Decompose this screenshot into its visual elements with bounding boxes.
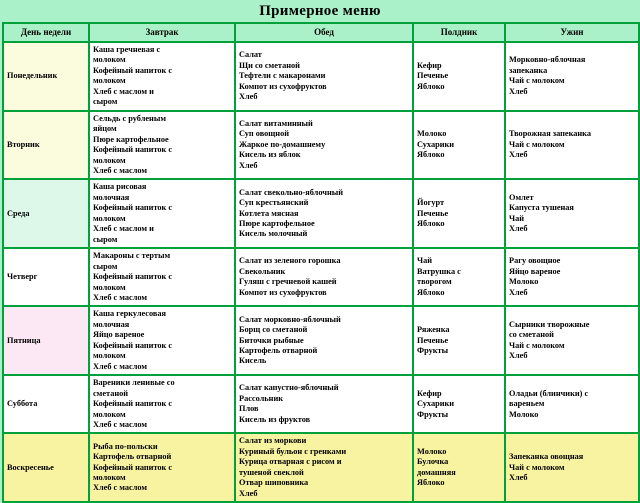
dish-line: сыром <box>93 261 118 271</box>
dish-line: Каша геркулесовая <box>93 309 167 319</box>
dish-line: Компот из сухофруктов <box>239 81 327 91</box>
dish-list <box>509 55 635 97</box>
dish-line: Кефир <box>417 388 442 398</box>
dish-list <box>93 378 231 430</box>
dish-line: Творожная запеканка <box>509 129 591 139</box>
dish-line: Хлеб <box>239 488 258 498</box>
column-header-breakfast: Завтрак <box>89 23 235 42</box>
dish-line: молоком <box>93 282 126 292</box>
dish-line: Кофейный напиток с <box>93 203 173 213</box>
dish-line: Хлеб <box>509 224 528 234</box>
dish-line: Хлеб <box>509 351 528 361</box>
column-header-lunch: Обед <box>235 23 413 42</box>
dish-list <box>417 389 501 420</box>
day-cell: Среда <box>3 179 89 248</box>
dish-list <box>239 50 409 102</box>
column-header-day: День недели <box>3 23 89 42</box>
dish-line: Хлеб с маслом <box>93 419 148 429</box>
dish-line: молоком <box>93 409 126 419</box>
weekly-menu-table <box>2 22 640 503</box>
dish-list <box>93 45 231 108</box>
dish-line: Свекольник <box>239 266 286 276</box>
dish-list <box>509 320 635 362</box>
dish-line: Сельдь с рубленым <box>93 113 166 123</box>
dish-line: Чай с молоком <box>509 76 565 86</box>
dish-line: Борщ со сметаной <box>239 325 308 335</box>
dish-line: Гуляш с гречневой кашей <box>239 277 337 287</box>
dish-list <box>93 309 231 372</box>
dish-list <box>239 256 409 298</box>
dish-list <box>417 447 501 489</box>
dish-line: Салат свекольно-яблочный <box>239 187 343 197</box>
page-title: Примерное меню <box>0 0 640 22</box>
table-row <box>3 433 639 502</box>
dish-line: Яйцо вареное <box>93 330 145 340</box>
dish-line: Салат из зеленого горошка <box>239 256 341 266</box>
dish-line: Хлеб <box>239 160 258 170</box>
table-row <box>3 248 639 306</box>
dish-line: Яблоко <box>417 150 445 160</box>
snack-cell <box>413 248 505 306</box>
dish-line: Каша гречневая с <box>93 45 161 54</box>
dish-list <box>509 193 635 235</box>
dish-line: вареньем <box>509 399 545 409</box>
dish-line: Кофейный напиток с <box>93 399 173 409</box>
dish-line: Кисель из яблок <box>239 150 301 160</box>
dish-line: Каша рисовая <box>93 182 147 192</box>
header-row <box>3 23 639 42</box>
dish-line: Яблоко <box>417 287 445 297</box>
dish-line: Картофель отварной <box>239 346 318 355</box>
dish-line: творогом <box>417 277 452 287</box>
dish-line: Хлеб <box>509 472 528 482</box>
dish-line: Рагу овощное <box>509 256 561 266</box>
dish-line: со сметаной <box>509 330 554 340</box>
dish-line: запеканка <box>509 65 548 75</box>
dish-line: Суп овощной <box>239 129 290 139</box>
dish-line: Чай с молоком <box>509 340 565 350</box>
dish-line: Яблоко <box>417 478 445 488</box>
dish-line: Чай с молоком <box>509 462 565 472</box>
day-cell: Пятница <box>3 306 89 375</box>
dish-line: Печенье <box>417 208 449 218</box>
dish-line: молоком <box>93 76 126 86</box>
dish-list <box>509 256 635 298</box>
day-cell: Вторник <box>3 111 89 180</box>
dish-line: Хлеб <box>239 92 258 102</box>
dish-list <box>417 198 501 229</box>
dish-line: Сырники творожные <box>509 319 590 329</box>
table-row <box>3 306 639 375</box>
dish-line: Кисель из фруктов <box>239 414 311 424</box>
snack-cell <box>413 306 505 375</box>
dish-line: Кофейный напиток с <box>93 462 173 472</box>
dish-line: сыром <box>93 234 118 244</box>
dish-list <box>239 383 409 425</box>
dish-list <box>417 61 501 92</box>
lunch-cell <box>235 306 413 375</box>
dish-list <box>509 129 635 160</box>
dish-line: Кофейный напиток с <box>93 272 173 282</box>
dinner-cell <box>505 179 639 248</box>
snack-cell <box>413 433 505 502</box>
dish-line: Молоко <box>417 446 447 456</box>
dish-list <box>239 315 409 367</box>
dish-line: Вареники ленивые со <box>93 378 175 388</box>
dish-line: Хлеб <box>509 287 528 297</box>
dish-line: Оладьи (блинчики) с <box>509 388 589 398</box>
day-cell: Суббота <box>3 375 89 433</box>
dish-line: Хлеб с маслом <box>93 483 148 493</box>
day-cell: Четверг <box>3 248 89 306</box>
dish-line: Салат <box>239 50 262 60</box>
column-header-dinner: Ужин <box>505 23 639 42</box>
dish-line: Кефир <box>417 60 442 70</box>
breakfast-cell <box>89 179 235 248</box>
breakfast-cell <box>89 248 235 306</box>
column-header-snack: Полдник <box>413 23 505 42</box>
dish-line: Чай с молоком <box>509 139 565 149</box>
dish-line: Хлеб <box>509 150 528 160</box>
dinner-cell <box>505 433 639 502</box>
dish-line: Кисель <box>239 356 267 366</box>
dish-line: Рассольник <box>239 393 284 403</box>
lunch-cell <box>235 375 413 433</box>
dish-line: Пюре картофельное <box>239 219 315 229</box>
dish-line: Хлеб с маслом <box>93 165 148 175</box>
dish-line: молоком <box>93 472 126 482</box>
dish-line: Пюре картофельное <box>93 134 169 144</box>
dish-line: Салат морковно-яблочный <box>239 314 341 324</box>
dish-line: Сухарики <box>417 399 455 409</box>
dish-line: Картофель отварной <box>93 452 172 462</box>
dish-line: Яблоко <box>417 219 445 229</box>
dish-list <box>93 114 231 177</box>
dish-line: Курица отварная с рисом и <box>239 457 342 467</box>
lunch-cell <box>235 42 413 111</box>
dish-line: молочная <box>93 319 130 329</box>
dish-line: Макароны с тертым <box>93 251 171 261</box>
dish-line: Кофейный напиток с <box>93 145 173 155</box>
dish-line: Молоко <box>417 129 447 139</box>
dish-line: Ватрушка с <box>417 266 461 276</box>
day-cell: Воскресенье <box>3 433 89 502</box>
lunch-cell <box>235 179 413 248</box>
dish-line: Печенье <box>417 335 449 345</box>
dish-line: Булочка <box>417 457 449 467</box>
snack-cell <box>413 179 505 248</box>
dish-line: Салат из моркови <box>239 436 307 446</box>
dish-line: Кофейный напиток с <box>93 65 173 75</box>
dish-line: Печенье <box>417 71 449 81</box>
dish-line: Яйцо вареное <box>509 266 561 276</box>
table-row <box>3 375 639 433</box>
dish-list <box>417 256 501 298</box>
dish-list <box>509 389 635 420</box>
dish-list <box>93 442 231 494</box>
dish-line: Хлеб с маслом <box>93 292 148 302</box>
dish-line: Хлеб с маслом <box>93 361 148 371</box>
dish-line: Хлеб <box>509 86 528 96</box>
dish-line: сыром <box>93 97 118 107</box>
dish-line: Капуста тушеная <box>509 203 574 213</box>
dish-line: Хлеб с маслом и <box>93 224 154 234</box>
table-row <box>3 179 639 248</box>
dish-line: Молоко <box>509 277 539 287</box>
dish-line: Фрукты <box>417 409 449 419</box>
dish-line: Запеканка овощная <box>509 452 584 462</box>
dish-line: молоком <box>93 55 126 65</box>
dish-line: Жаркое по-домашнему <box>239 139 326 149</box>
snack-cell <box>413 375 505 433</box>
dish-list <box>93 182 231 245</box>
dish-line: Плов <box>239 404 259 414</box>
dish-line: Кофейный напиток с <box>93 340 173 350</box>
dish-line: Йогурт <box>417 198 445 208</box>
breakfast-cell <box>89 433 235 502</box>
snack-cell <box>413 42 505 111</box>
snack-cell <box>413 111 505 180</box>
dish-line: Биточки рыбные <box>239 335 304 345</box>
breakfast-cell <box>89 42 235 111</box>
dish-line: Ряженка <box>417 325 450 335</box>
dish-list <box>417 325 501 356</box>
dish-list <box>509 452 635 483</box>
dish-line: Отвар шиповника <box>239 478 309 488</box>
dish-list <box>239 119 409 171</box>
dinner-cell <box>505 111 639 180</box>
dish-line: Салат капустно-яблочный <box>239 383 339 393</box>
dish-line: Куриный бульон с гренками <box>239 446 347 456</box>
lunch-cell <box>235 433 413 502</box>
dish-line: Чай <box>417 256 433 266</box>
dish-line: Щи со сметаной <box>239 60 300 70</box>
breakfast-cell <box>89 111 235 180</box>
dish-list <box>417 129 501 160</box>
dinner-cell <box>505 42 639 111</box>
dish-line: тушеной свеклой <box>239 467 304 477</box>
dish-line: Сухарики <box>417 139 455 149</box>
dish-line: Компот из сухофруктов <box>239 287 327 297</box>
dish-line: Суп крестьянский <box>239 198 309 208</box>
dish-line: яйцом <box>93 124 117 134</box>
table-row <box>3 111 639 180</box>
lunch-cell <box>235 248 413 306</box>
table-header <box>3 23 639 42</box>
dish-line: Морковно-яблочная <box>509 55 586 65</box>
dish-line: Фрукты <box>417 346 449 355</box>
dish-line: Яблоко <box>417 81 445 91</box>
lunch-cell <box>235 111 413 180</box>
dish-list <box>239 436 409 499</box>
dish-line: Молоко <box>509 409 539 419</box>
dish-line: молоком <box>93 213 126 223</box>
dish-line: Кисель молочный <box>239 229 308 239</box>
breakfast-cell <box>89 375 235 433</box>
dinner-cell <box>505 248 639 306</box>
day-cell: Понедельник <box>3 42 89 111</box>
dish-line: Омлет <box>509 192 534 202</box>
dish-line: Салат витаминный <box>239 118 313 128</box>
table-body <box>3 42 639 502</box>
dinner-cell <box>505 375 639 433</box>
dish-line: Хлеб с маслом и <box>93 86 154 96</box>
dish-line: сметаной <box>93 388 129 398</box>
dish-line: Котлета мясная <box>239 208 299 218</box>
dish-line: Тефтели с макаронами <box>239 71 326 81</box>
table-row <box>3 42 639 111</box>
dish-line: Чай <box>509 213 525 223</box>
breakfast-cell <box>89 306 235 375</box>
dish-list <box>239 188 409 240</box>
dinner-cell <box>505 306 639 375</box>
dish-line: домашняя <box>417 467 456 477</box>
dish-line: молочная <box>93 192 130 202</box>
dish-line: Рыба по-польски <box>93 441 158 451</box>
dish-line: молоком <box>93 155 126 165</box>
dish-line: молоком <box>93 351 126 361</box>
dish-list <box>93 251 231 303</box>
